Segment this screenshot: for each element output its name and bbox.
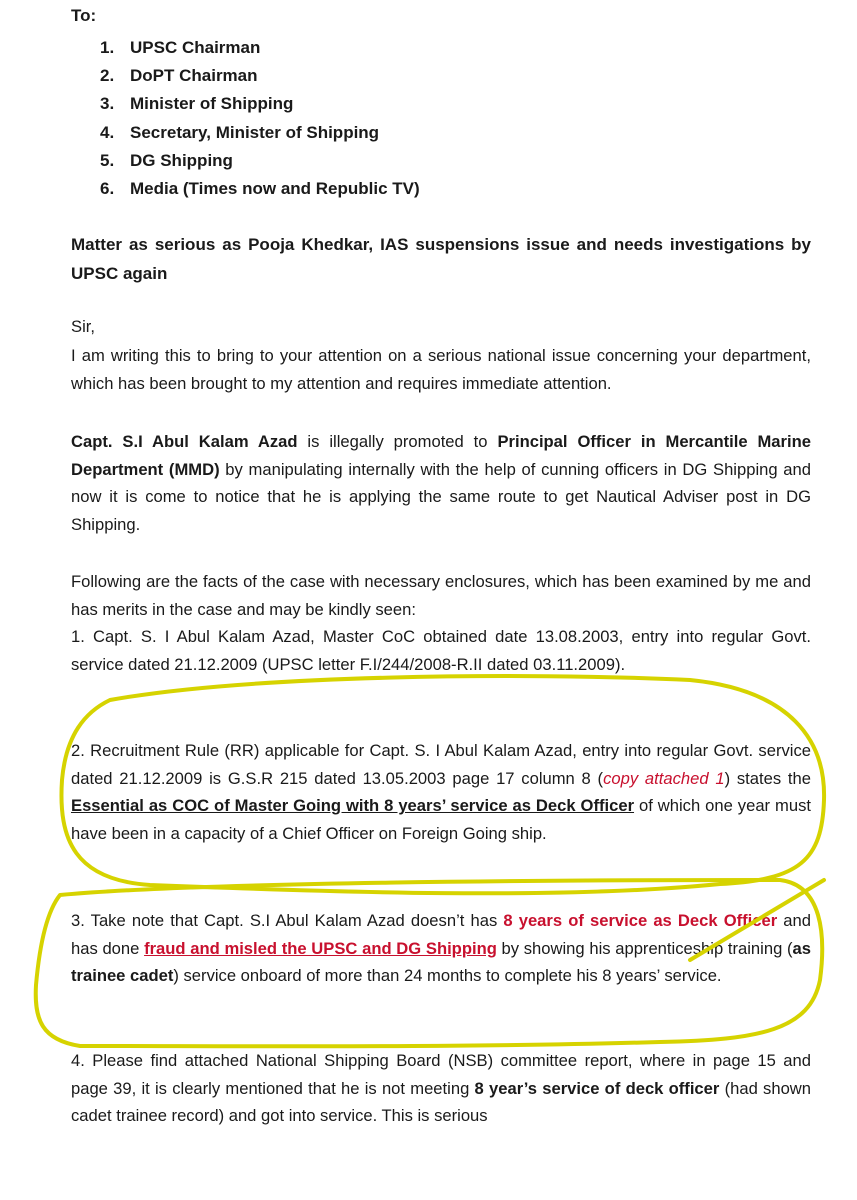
- fact-item-1: 1. Capt. S. I Abul Kalam Azad, Master CoC obtained date 13.08.2003, entry into regular Govt. service dated 21.12.2009 (UPSC letter F.I/244/2008-R.II dated 03.11.2009).: [71, 627, 811, 674]
- facts-paragraph: Following are the facts of the case with necessary enclosures, which has been examined by me and has merits in the case and may be kindly seen: 1. Capt. S. I Abul Kalam Azad, Master CoC obtained date 13.08.2003, entry into regular Govt. service dated 21.12.2009 (UPSC letter F.I/244/2008-R.II dated 03.11.2009).: [71, 568, 811, 678]
- trainee-cadet-note: as trainee cadet: [71, 938, 811, 985]
- fraud-claim: fraud and misled the UPSC and DG Shipping: [144, 938, 497, 958]
- recipient-list: [100, 34, 420, 203]
- post-name: Principal Officer in Mercantile Marine Department (MMD): [71, 432, 811, 479]
- recipient-item: 2. DoPT Chairman: [100, 66, 258, 86]
- recipient-item: 5. DG Shipping: [100, 150, 233, 170]
- fact-item-3: 3. Take note that Capt. S.I Abul Kalam Azad doesn’t has 8 years of service as Deck Officer and has done fraud and misled the UPSC and DG Shipping by showing his apprenticeship training (as trainee cadet) service onboard of more than 24 months to complete his 8 years’ service.: [71, 911, 811, 985]
- recipient-item: 1. UPSC Chairman: [100, 38, 261, 57]
- salutation: Sir,: [71, 317, 95, 336]
- recipient-item: 3. Minister of Shipping: [100, 94, 294, 114]
- fact-item-2: 2. Recruitment Rule (RR) applicable for Capt. S. I Abul Kalam Azad, entry into regular Govt. service dated 21.12.2009 is G.S.R 215 dated 13.05.2003 page 17 column 8 (copy attached 1) states the Essential as COC of Master Going with 8 years’ service as Deck Officer of which one year must have been in a capacity of a Chief Officer on Foreign Going ship.: [71, 741, 811, 843]
- fact-item-4: 4. Please find attached National Shipping Board (NSB) committee report, where in page 15 and page 39, it is clearly mentioned that he is not meeting 8 year’s service of deck officer (had shown cadet trainee record) and got into service. This is serious: [71, 1051, 812, 1125]
- subject-line: Matter as serious as Pooja Khedkar, IAS suspensions issue and needs investigations by UPSC again: [71, 235, 811, 283]
- recipient-item: 4. Secretary, Minister of Shipping: [100, 122, 380, 142]
- deck-officer-note: 8 year’s service of deck officer: [474, 1078, 720, 1098]
- officer-name: Capt. S.I Abul Kalam Azad: [71, 432, 298, 451]
- essential-requirement: Essential as COC of Master Going with 8 years’ service as Deck Officer: [71, 796, 635, 815]
- recipient-item: 6. Media (Times now and Republic TV): [100, 179, 420, 199]
- to-label: To:: [71, 6, 97, 25]
- service-claim: 8 years of service as Deck Officer: [503, 911, 778, 930]
- intro-paragraph: I am writing this to bring to your attention on a serious national issue concerning your department, which has been brought to my attention and requires immediate attention.: [71, 346, 811, 393]
- accusation-paragraph: Capt. S.I Abul Kalam Azad is illegally promoted to Principal Officer in Mercantile Marine Department (MMD) by manipulating internally with the help of cunning officers in DG Shipping and now it is come to notice that he is applying the same route to get Nautical Adviser post in DG Shipping.: [71, 432, 811, 534]
- attachment-reference: copy attached 1: [603, 768, 725, 788]
